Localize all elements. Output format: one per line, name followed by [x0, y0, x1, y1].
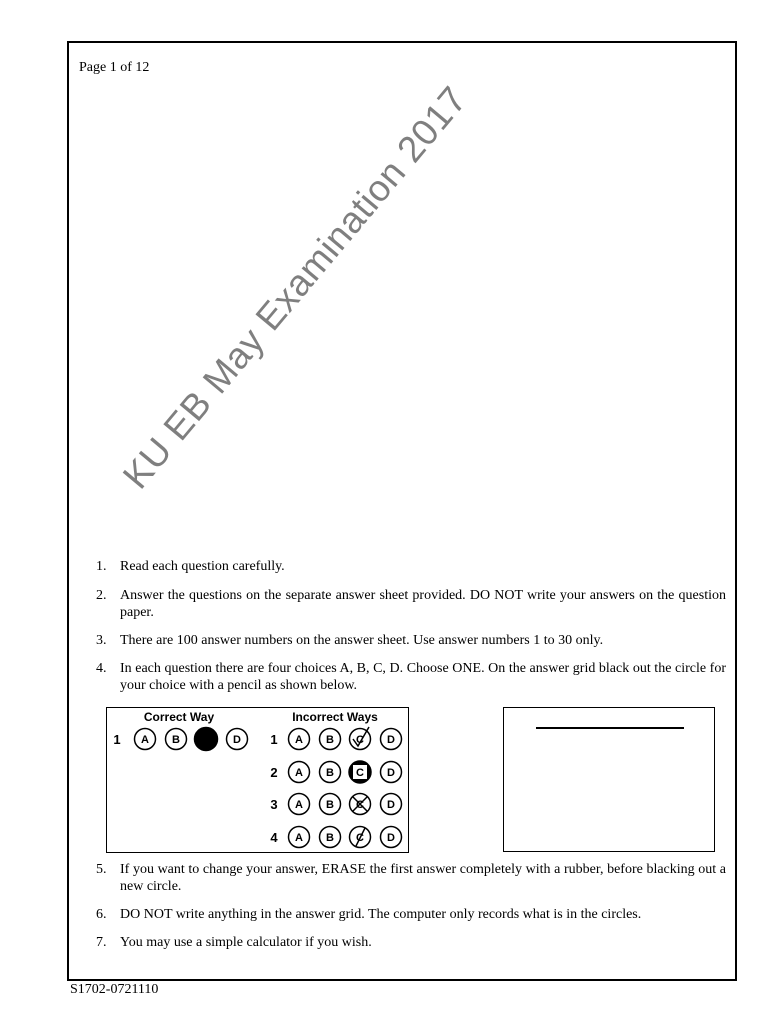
watermark: KU EB May Examination 2017: [115, 78, 475, 497]
row-number: 4: [270, 830, 278, 845]
instruction-text: You may use a simple calculator if you wish.: [120, 935, 372, 950]
instruction-text: Answer the questions on the separate answer sheet provided. DO NOT write your answers on the question paper.: [120, 588, 726, 620]
incorrect-example-row: [270, 761, 401, 783]
instruction-number: 2.: [96, 588, 107, 603]
svg-text:C: C: [356, 767, 364, 779]
row-number: 3: [270, 797, 278, 812]
incorrect-example-row: [270, 827, 401, 848]
row-number: 1: [270, 732, 278, 747]
instruction-number: 4.: [96, 661, 107, 676]
row-number: 1: [113, 732, 121, 747]
bubble-c-boxed: [349, 761, 371, 783]
svg-text:B: B: [326, 832, 334, 844]
instruction-2: [96, 587, 726, 621]
instruction-6: [96, 906, 726, 923]
bubble-b: [166, 729, 187, 750]
svg-text:D: D: [387, 734, 395, 746]
bubble-b: [320, 762, 341, 783]
bubble-c-slashed: [350, 827, 371, 848]
bubble-c-checked: [350, 727, 371, 750]
svg-text:B: B: [326, 799, 334, 811]
svg-text:C: C: [356, 799, 364, 811]
bubble-d: [381, 762, 402, 783]
svg-text:A: A: [141, 734, 149, 746]
instruction-number: 6.: [96, 907, 107, 922]
document-code: S1702-0721110: [70, 982, 159, 997]
bubble-b: [320, 729, 341, 750]
blank-line: [536, 727, 684, 729]
instruction-4: [96, 660, 726, 694]
correct-example-row: [113, 728, 247, 751]
instruction-7: [96, 934, 726, 951]
svg-text:B: B: [326, 734, 334, 746]
svg-text:C: C: [356, 734, 364, 746]
svg-text:C: C: [356, 832, 364, 844]
instruction-number: 7.: [96, 935, 107, 950]
bubble-d: [381, 729, 402, 750]
bubble-a: [289, 729, 310, 750]
correct-way-heading: Correct Way: [143, 710, 215, 724]
svg-text:A: A: [295, 767, 303, 779]
blank-box: [503, 707, 715, 852]
instruction-text: DO NOT write anything in the answer grid. The computer only records what is in the circles.: [120, 907, 642, 922]
instruction-number: 5.: [96, 862, 107, 877]
instruction-3: [96, 632, 726, 649]
bubble-c-filled: [195, 728, 218, 751]
svg-text:A: A: [295, 832, 303, 844]
svg-text:B: B: [326, 767, 334, 779]
bubble-b: [320, 794, 341, 815]
bubble-a: [289, 794, 310, 815]
bubble-d: [381, 827, 402, 848]
instruction-text: If you want to change your answer, ERASE the first answer completely with a rubber, before blacking out a new circle.: [120, 862, 726, 894]
bubble-c-crossed: [350, 794, 371, 815]
svg-text:B: B: [172, 734, 180, 746]
bubble-a: [289, 827, 310, 848]
svg-text:D: D: [233, 734, 241, 746]
bubble-b: [320, 827, 341, 848]
bubble-a: [135, 729, 156, 750]
instruction-number: 3.: [96, 633, 107, 648]
bubble-a: [289, 762, 310, 783]
svg-text:A: A: [295, 799, 303, 811]
incorrect-example-row: [270, 727, 401, 750]
svg-text:D: D: [387, 767, 395, 779]
svg-text:D: D: [387, 832, 395, 844]
svg-text:A: A: [295, 734, 303, 746]
instruction-text: Read each question carefully.: [120, 559, 285, 574]
instruction-text: In each question there are four choices A, B, C, D. Choose ONE. On the answer grid black out the circle for your choice with a pencil as shown below.: [120, 661, 726, 693]
instruction-text: There are 100 answer numbers on the answer sheet. Use answer numbers 1 to 30 only.: [120, 633, 604, 648]
bubble-d: [381, 794, 402, 815]
svg-text:D: D: [387, 799, 395, 811]
incorrect-example-row: [270, 794, 401, 815]
page-number: Page 1 of 12: [79, 60, 150, 75]
instruction-number: 1.: [96, 559, 107, 574]
row-number: 2: [270, 765, 278, 780]
instruction-1: [96, 558, 726, 575]
instruction-5: [96, 861, 726, 895]
bubble-d: [227, 729, 248, 750]
incorrect-ways-heading: Incorrect Ways: [292, 710, 378, 724]
answer-example-grid: [106, 707, 409, 853]
